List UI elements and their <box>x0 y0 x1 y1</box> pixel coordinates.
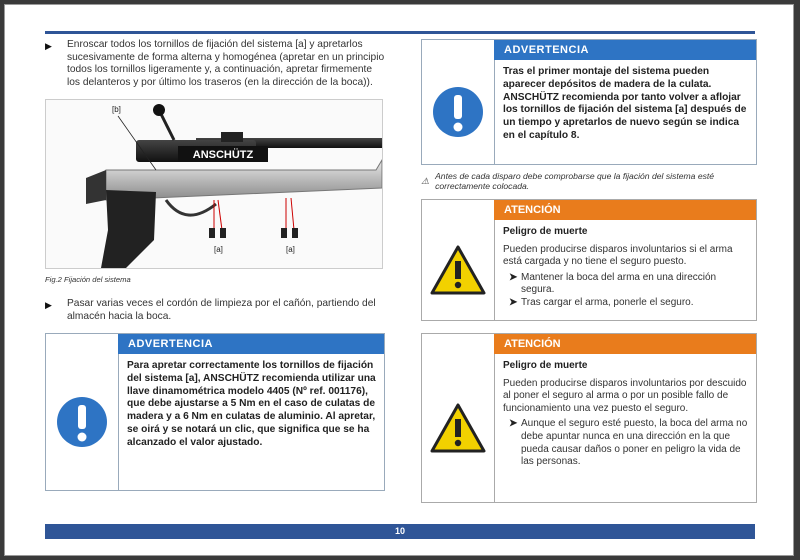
top-rule <box>45 31 755 34</box>
attention-text: Pueden producirse disparos involuntarios si el arma está cargada y no tiene el seguro puesto. <box>503 243 733 268</box>
attention-title: ATENCIÓN <box>494 334 756 354</box>
instruction-step-2 <box>45 298 385 323</box>
brand-plate-text: ANSCHÜTZ <box>192 149 254 161</box>
manual-page <box>4 4 794 556</box>
arrow-icon: ➤ <box>509 296 518 308</box>
rifle-illustration <box>46 100 382 268</box>
safety-note <box>421 171 757 191</box>
instruction-step-2-text: Pasar varias veces el cordón de limpieza por el cañón, partiendo del almacén hacia la boca. <box>67 298 376 322</box>
bullet-triangle-icon: ▶ <box>45 300 52 310</box>
callout-a-label-2: [a] <box>286 245 295 254</box>
warning-title: ADVERTENCIA <box>494 40 756 60</box>
attention-text: Pueden producirse disparos involuntarios por descuido al poner el seguro al arma o por un posible fallo de funcionamiento una vez puesto el seguro. <box>503 377 747 414</box>
danger-triangle-icon <box>422 354 495 502</box>
figure-caption: Fig.2 Fijación del sistema <box>45 275 131 284</box>
list-item: ➤ Tras cargar el arma, ponerle el seguro. <box>509 296 694 308</box>
danger-triangle-icon <box>422 220 495 320</box>
exclamation-icon <box>46 354 119 490</box>
attention-subtitle: Peligro de muerte <box>503 226 588 237</box>
instruction-step-1-text: Enroscar todos los tornillos de fijación del sistema [a] y apretarlos sucesivamente de forma alterna y homogénea (apretar en un principio todos los tornillos ligeramente y, a continuación, apretar firmemente los delanteros y por último los traseros (en la dirección de la boca)). <box>67 39 385 88</box>
attention-subtitle: Peligro de muerte <box>503 360 588 371</box>
warning-title: ADVERTENCIA <box>118 334 384 354</box>
rifle-figure <box>45 99 383 269</box>
list-item: ➤ Mantener la boca del arma en una dirección segura. <box>509 271 717 296</box>
attention-title: ATENCIÓN <box>494 200 756 220</box>
warning-text: Tras el primer montaje del sistema pueden aparecer depósitos de madera de la culata. ANSCHÜTZ recomienda por tanto volver a aflojar los tornillos de fijación del sistema [a] después de un tiempo y apretarlos de nuevo según se indica en el capítulo 8. <box>503 66 747 141</box>
exclamation-icon <box>422 60 495 164</box>
instruction-step-1 <box>45 39 385 89</box>
attention-list <box>503 272 748 310</box>
warning-text: Para apretar correctamente los tornillos de fijación del sistema [a], ANSCHÜTZ recomienda utilizar una llave dinamométrica modelo 4405 (Nº ref. 001176), que debe ajustarse a 5 Nm en el caso de culatas de madera y a 6 Nm en culatas de aluminio. Al apretar, se oirá y se notará un clic, que significa que se ha alcanzado el valor ajustado. <box>127 360 376 448</box>
attention-list <box>503 418 748 468</box>
arrow-icon: ➤ <box>509 418 518 430</box>
arrow-icon: ➤ <box>509 271 518 283</box>
warning-box-torque <box>45 333 385 491</box>
right-column <box>421 39 757 503</box>
list-item: ➤ Aunque el seguro esté puesto, la boca del arma no debe apuntar nunca en una dirección en la que pueda causar daños o poner en peligro la vida de las personas. <box>509 418 748 468</box>
attention-box-1 <box>421 199 757 321</box>
callout-b-label: [b] <box>112 105 121 114</box>
page-footer <box>45 524 755 539</box>
warning-box-deposits <box>421 39 757 165</box>
bullet-triangle-icon: ▶ <box>45 41 52 51</box>
safety-note-text: Antes de cada disparo debe comprobarse que la fijación del sistema esté correctamente colocada. <box>435 171 715 191</box>
page-number: 10 <box>394 526 405 536</box>
attention-box-2 <box>421 333 757 503</box>
left-column <box>45 39 385 491</box>
warning-triangle-icon: ⚠ <box>421 175 430 186</box>
callout-a-label-1: [a] <box>214 245 223 254</box>
